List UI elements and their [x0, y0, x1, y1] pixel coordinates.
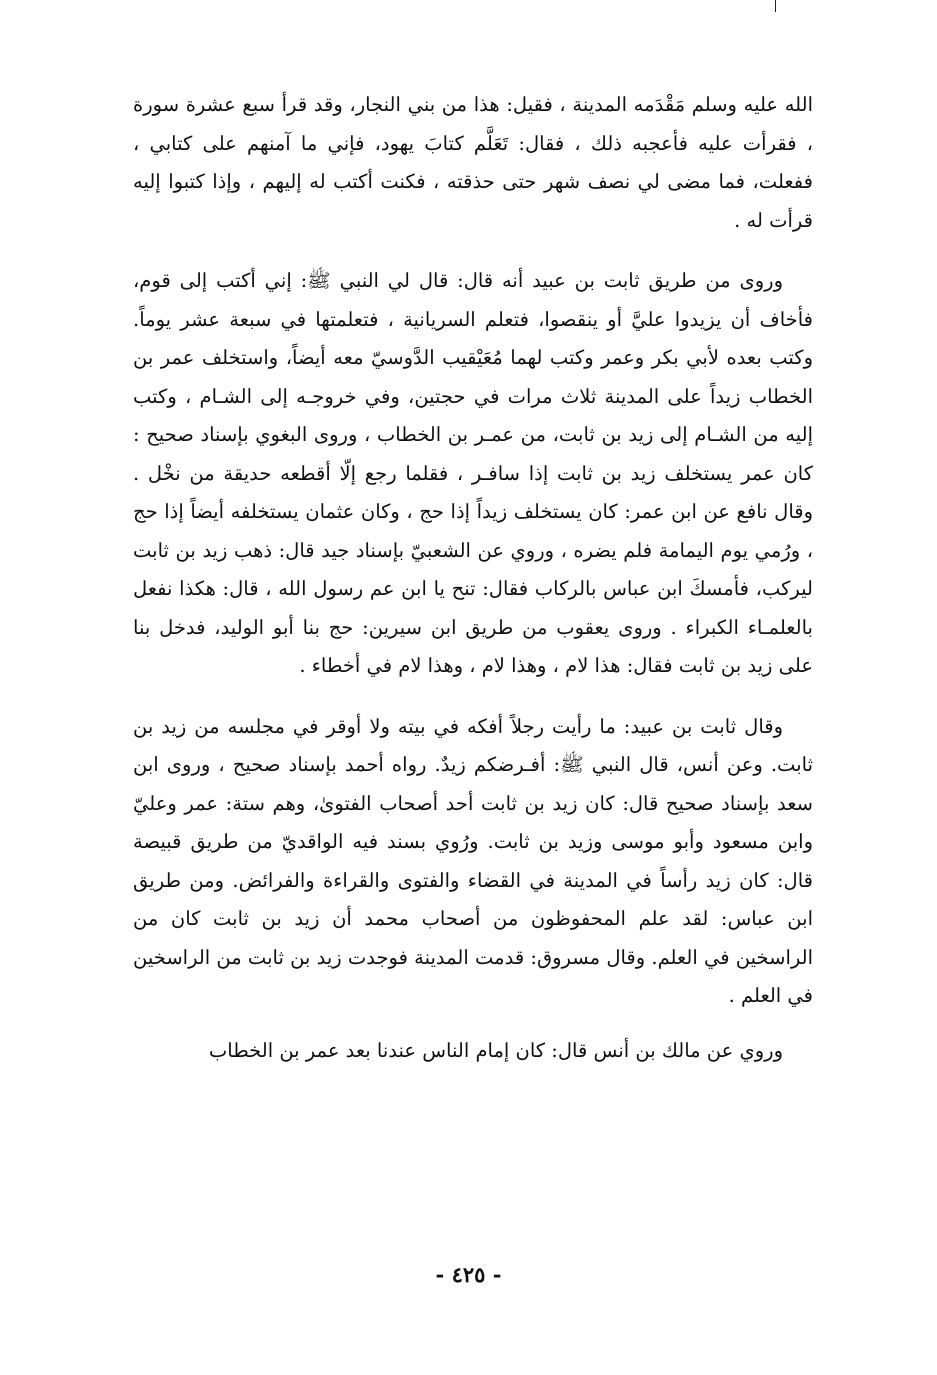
page-number: - ٤٢٥ - [435, 1262, 502, 1287]
page-edge-mark [775, 0, 776, 12]
page-body [133, 86, 813, 1070]
paragraph-2: وروى من طريق ثابت بن عبيد أنه قال: قال لي النبي ﷺ: إني أكتب إلى قوم، فأخاف أن يزيدوا عليَّ أو ينقصوا، فتعلم السريانية ، فتعلمتها في سبعة عشر يوماً. وكتب بعده لأبي بكر وعمر وكتب لهما مُعَيْقيب الدَّوسيّ معه أيضاً، واستخلف عمر بن الخطاب زيداً على المدينة ثلاث مرات في حجتين، وفي خروجـه إلى الشـام ، وكتب إليه من الشـام إلى زيد بن ثابت، من عمـر بن الخطاب ، وروى البغوي بإسناد صحيح : كان عمر يستخلف زيد بن ثابت إذا سافـر ، فقلما رجع إلّا أقطعه حديقة من نخْل . وقال نافع عن ابن عمر: كان يستخلف زيداً إذا حج ، وكان عثمان يستخلفه أيضاً إذا حج ، ورُمي يوم اليمامة فلم يضره ، وروي عن الشعبيّ بإسناد جيد قال: ذهب زيد بن ثابت ليركب، فأمسكَ ابن عباس بالركاب فقال: تنح يا ابن عم رسول الله ، قال: هكذا نفعل بالعلمـاء الكبراء . وروى يعقوب من طريق ابن سيرين: حج بنا أبو الوليد، فدخل بنا على زيد بن ثابت فقال: هذا لام ، وهذا لام ، وهذا لام في أخطاء . [133, 269, 813, 677]
paragraph-1: الله عليه وسلم مَقْدَمه المدينة ، فقيل: هذا من بني النجار، وقد قرأ سبع عشرة سورة ، فقرأت عليه فأعجبه ذلك ، فقال: تَعَلَّم كتابَ يهود، فإني ما آمنهم على كتابي ، ففعلت، فما مضى لي نصف شهر حتى حذقته ، فكنت أكتب له إليهم ، وإذا كتبوا إليه قرأت له . [133, 93, 813, 232]
paragraph-4: وروي عن مالك بن أنس قال: كان إمام الناس عندنا بعد عمر بن الخطاب [208, 1038, 783, 1062]
paragraph-3: وقال ثابت بن عبيد: ما رأيت رجلاً أفكه في بيته ولا أوقر في مجلسه من زيد بن ثابت. وعن أنس، قال النبي ﷺ: أفـرضكم زيدٌ. رواه أحمد بإسناد صحيح ، وروى ابن سعد بإسناد صحيح قال: كان زيد بن ثابت أحد أصحاب الفتوىٰ، وهم ستة: عمر وعليّ وابن مسعود وأبو موسى وزيد بن ثابت. ورُوي بسند فيه الواقديّ من طريق قبيصة قال: كان زيد رأساً في المدينة في القضاء والفتوى والقراءة والفرائض. ومن طريق ابن عباس: لقد علم المحفوظون من أصحاب محمد أن زيد بن ثابت كان من الراسخين في العلم. وقال مسروق: قدمت المدينة فوجدت زيد بن ثابت من الراسخين في العلم . [133, 714, 813, 1007]
